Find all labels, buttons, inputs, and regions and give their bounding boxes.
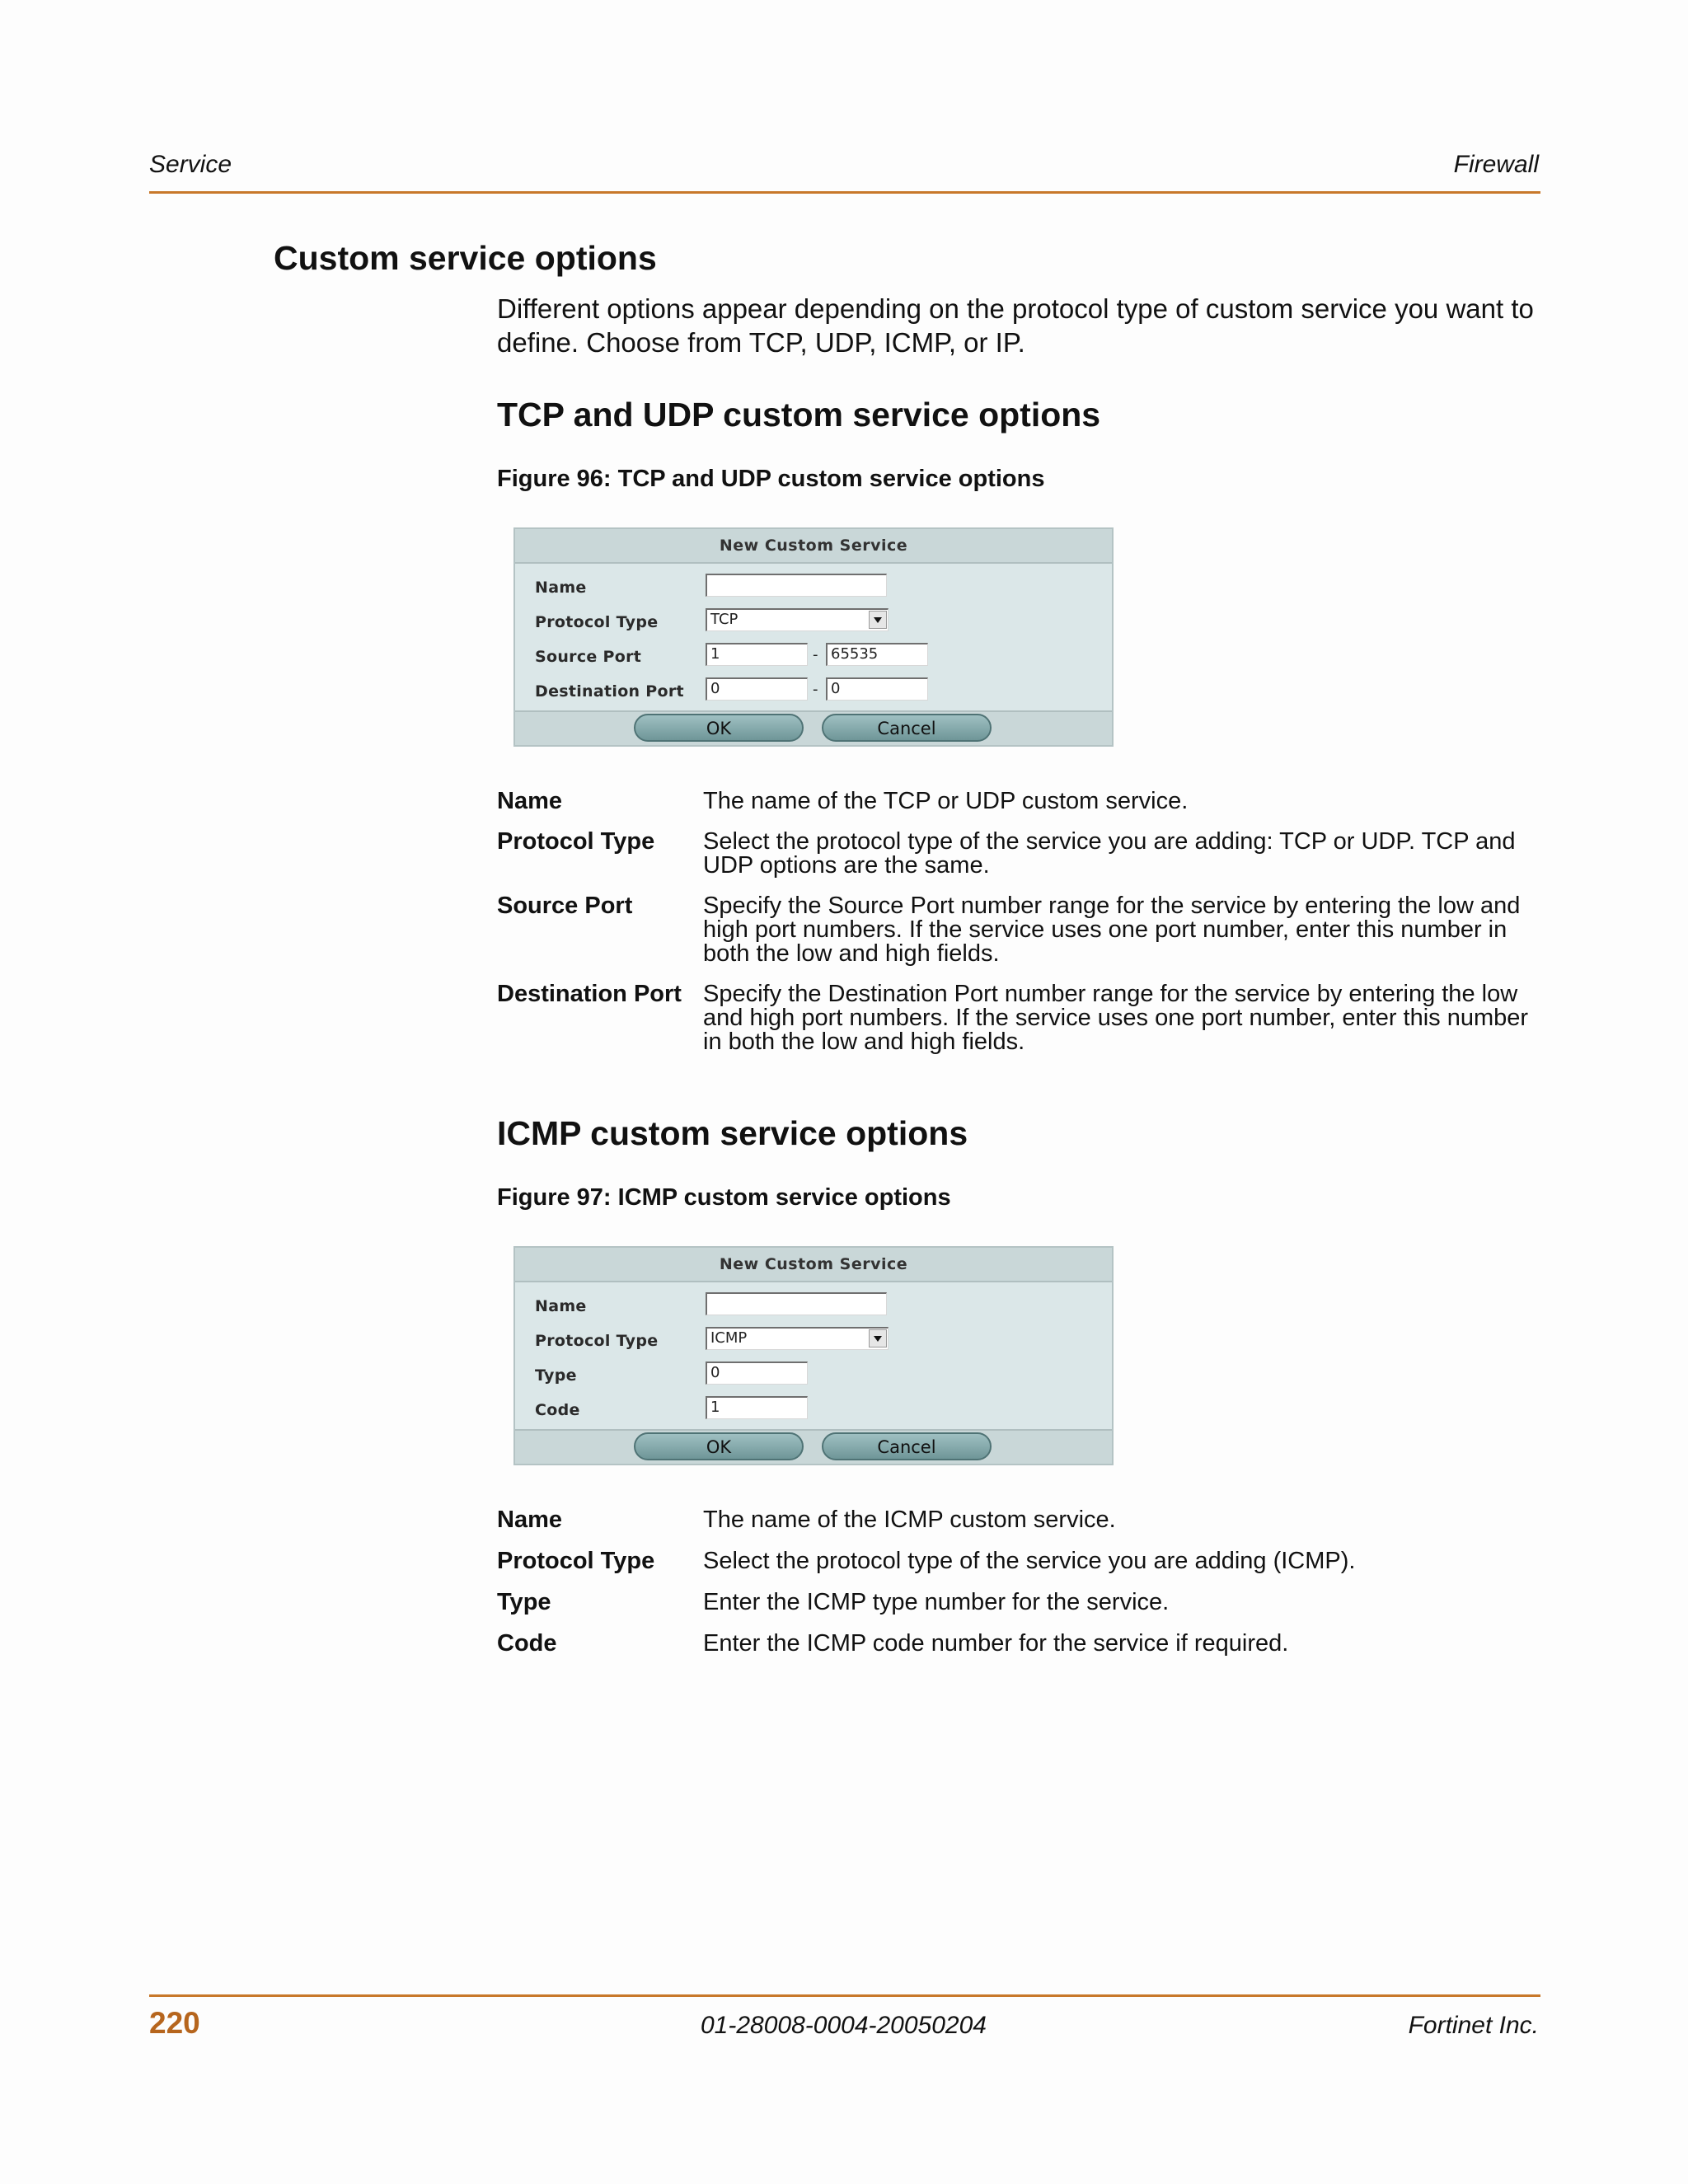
definition-term: Source Port [497,893,633,919]
source-port-high-input[interactable]: 65535 [826,643,928,666]
document-id: 01-28008-0004-20050204 [701,2012,987,2039]
type-input[interactable]: 0 [706,1361,808,1385]
running-header-right: Firewall [1453,151,1539,178]
ok-button[interactable]: OK [634,1432,804,1460]
footer-rule [149,1994,1540,1997]
definition-item [497,830,1544,878]
definition-item [497,1549,1544,1573]
source-port-label: Source Port [535,648,642,666]
destination-port-low-input[interactable]: 0 [706,677,808,701]
name-input[interactable] [706,1292,887,1315]
protocol-type-select[interactable] [706,608,889,631]
tcp-udp-heading: TCP and UDP custom service options [497,396,1101,434]
chevron-down-icon[interactable] [869,611,887,629]
running-header-left: Service [149,151,232,178]
definition-item [497,894,1544,966]
definition-term: Code [497,1630,557,1657]
code-label: Code [535,1401,580,1419]
range-separator: - [813,681,818,698]
code-row [515,1391,1112,1426]
dialog-button-bar [515,710,1112,745]
dialog-title: New Custom Service [515,1248,1112,1282]
tcp-udp-definitions [497,790,1544,1071]
type-label: Type [535,1366,577,1385]
protocol-type-value: ICMP [710,1329,748,1347]
source-port-row [515,638,1112,673]
definition-description: Specify the Destination Port number range for the service by entering the low and high port numbers. If the service uses one port number, enter this number in both the low and high fields. [703,981,1529,1055]
protocol-type-value: TCP [710,611,738,628]
page-title: Custom service options [274,239,657,277]
ok-button[interactable]: OK [634,714,804,742]
destination-port-high-input[interactable]: 0 [826,677,928,701]
definition-description: Specify the Source Port number range for the service by entering the low and high port numbers. If the service uses one port number, enter this number in both the low and high fields. [703,893,1521,967]
page-number: 220 [149,2006,200,2040]
cancel-button[interactable]: Cancel [822,714,992,742]
definition-term: Type [497,1589,551,1615]
icmp-heading: ICMP custom service options [497,1114,968,1152]
definition-description: Enter the ICMP code number for the service if required. [703,1630,1289,1657]
code-input[interactable]: 1 [706,1396,808,1419]
definition-term: Name [497,1507,562,1533]
icmp-new-custom-service-dialog [513,1246,1114,1465]
name-input[interactable] [706,574,887,597]
protocol-type-select[interactable] [706,1327,889,1350]
definition-description: The name of the ICMP custom service. [703,1507,1116,1533]
name-label: Name [535,579,587,597]
figure-96-caption: Figure 96: TCP and UDP custom service options [497,466,1045,492]
definition-item [497,790,1544,813]
protocol-row [515,1322,1112,1357]
definition-item [497,982,1544,1054]
name-label: Name [535,1297,587,1315]
definition-item [497,1632,1544,1656]
source-port-low-input[interactable]: 1 [706,643,808,666]
definition-term: Name [497,788,562,814]
intro-paragraph: Different options appear depending on the protocol type of custom service you want to define. Choose from TCP, UDP, ICMP, or IP. [497,293,1534,358]
protocol-type-label: Protocol Type [535,1332,659,1350]
destination-port-label: Destination Port [535,682,684,701]
header-rule [149,191,1540,194]
dialog-title: New Custom Service [515,529,1112,564]
cancel-button[interactable]: Cancel [822,1432,992,1460]
company-name: Fortinet Inc. [1408,2012,1539,2039]
chevron-down-icon[interactable] [869,1329,887,1347]
definition-description: Select the protocol type of the service you are adding: TCP or UDP. TCP and UDP options are the same. [703,828,1516,879]
figure-97-caption: Figure 97: ICMP custom service options [497,1184,951,1211]
protocol-type-label: Protocol Type [535,613,659,631]
definition-term: Protocol Type [497,1548,655,1574]
icmp-definitions [497,1508,1544,1673]
tcp-new-custom-service-dialog [513,527,1114,747]
definition-term: Destination Port [497,981,682,1007]
definition-description: Enter the ICMP type number for the service. [703,1589,1170,1615]
definition-term: Protocol Type [497,828,655,855]
definition-item [497,1508,1544,1532]
type-row [515,1357,1112,1391]
definition-item [497,1591,1544,1615]
dialog-button-bar [515,1429,1112,1464]
range-separator: - [813,646,818,663]
definition-description: Select the protocol type of the service you are adding (ICMP). [703,1548,1356,1574]
name-row [515,1287,1112,1322]
name-row [515,569,1112,603]
protocol-row [515,603,1112,638]
destination-port-row [515,673,1112,707]
definition-description: The name of the TCP or UDP custom service. [703,788,1189,814]
